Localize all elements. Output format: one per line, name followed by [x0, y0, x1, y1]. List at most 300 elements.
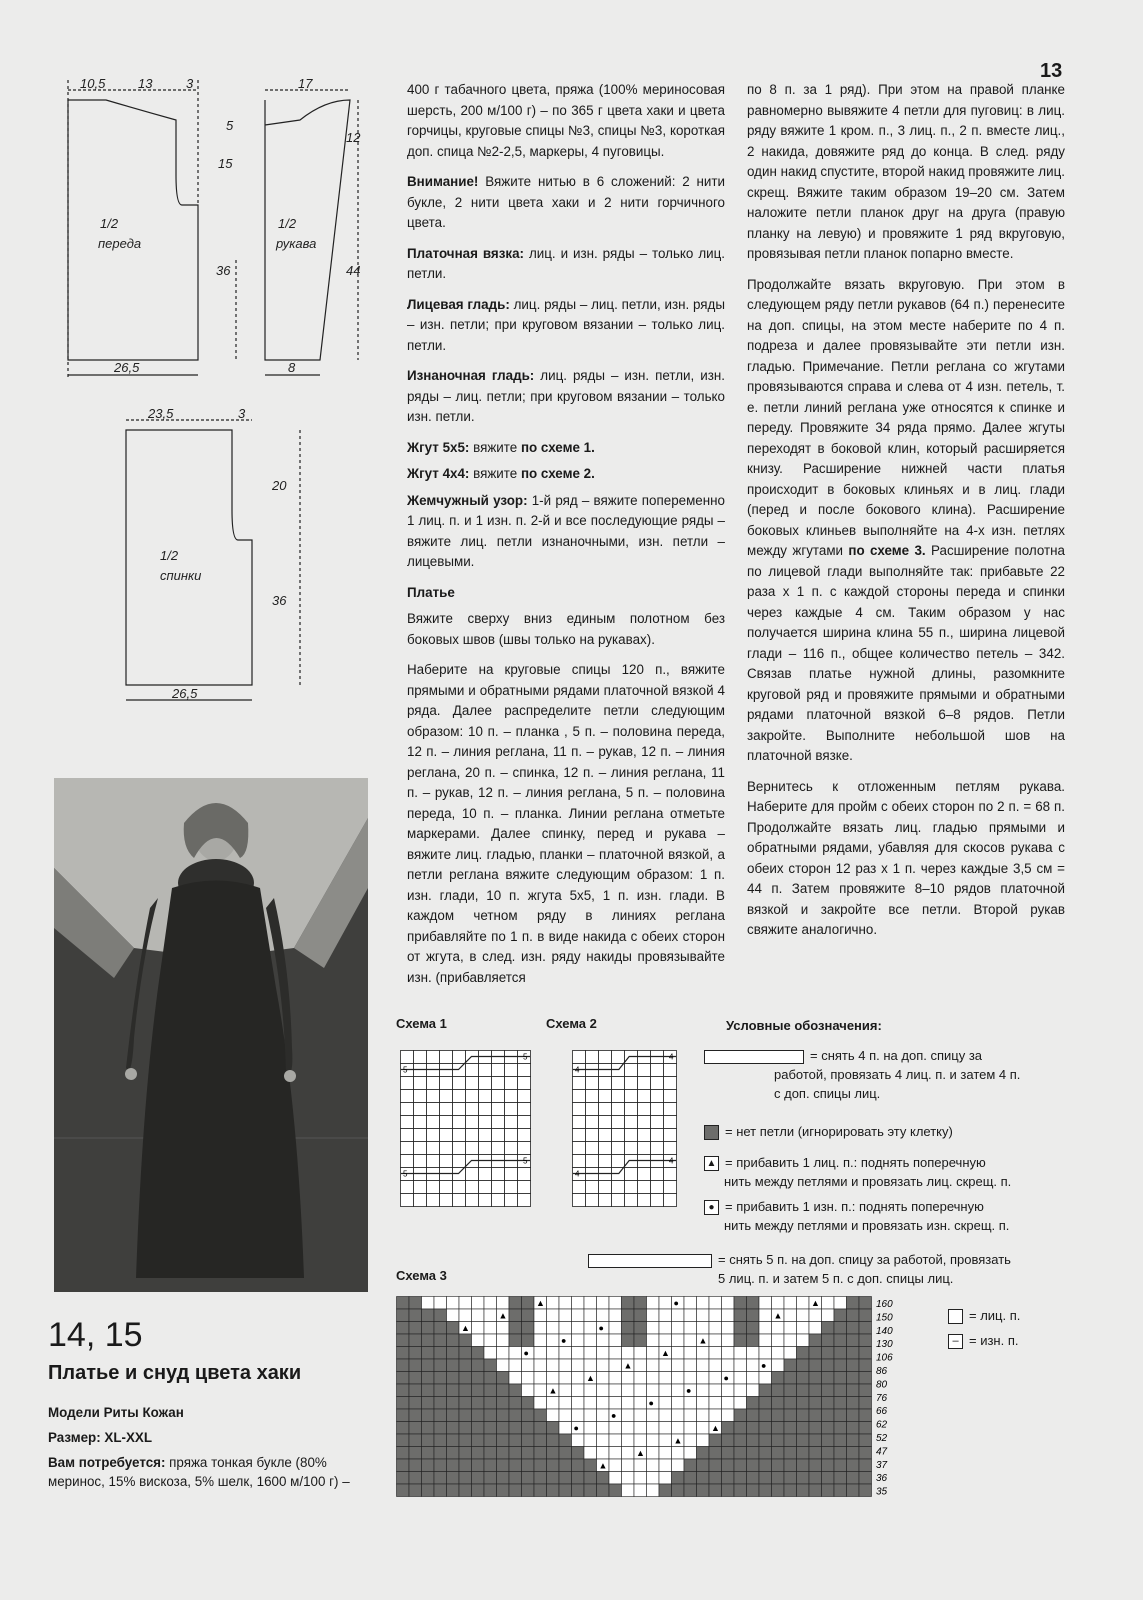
- chart-cell: [684, 1322, 697, 1335]
- nostitch-cell: [509, 1384, 522, 1397]
- nostitch-cell: [447, 1347, 460, 1360]
- chart-cell: [664, 1116, 677, 1129]
- nostitch-cell: [834, 1409, 847, 1422]
- nostitch-cell: [597, 1472, 610, 1485]
- chart-cell: [747, 1372, 760, 1385]
- front-shoulder: 5: [226, 118, 234, 133]
- nostitch-cell: [734, 1309, 747, 1322]
- nostitch-cell: [397, 1359, 410, 1372]
- nostitch-cell: [509, 1309, 522, 1322]
- nostitch-cell: [459, 1347, 472, 1360]
- nostitch-cell: [472, 1484, 485, 1497]
- column-instructions: [747, 80, 1065, 951]
- chart-cell: [573, 1051, 586, 1064]
- back-top-right: 3: [238, 406, 246, 421]
- legend-cable4: [704, 1046, 1084, 1103]
- chart-cell: [599, 1103, 612, 1116]
- nostitch-cell: [722, 1434, 735, 1447]
- chart-cell: [722, 1309, 735, 1322]
- nostitch-cell: [522, 1309, 535, 1322]
- stockinette-label: Лицевая гладь:: [407, 296, 510, 312]
- nostitch-cell: [797, 1409, 810, 1422]
- chart-cell: [466, 1181, 479, 1194]
- chart-cell: [625, 1129, 638, 1142]
- chart-cell: [797, 1334, 810, 1347]
- chart-stitch-mark: ▲: [586, 1373, 595, 1383]
- nostitch-cell: [784, 1409, 797, 1422]
- nostitch-cell: [509, 1459, 522, 1472]
- nostitch-cell: [522, 1447, 535, 1460]
- chart-cell: [734, 1372, 747, 1385]
- chart-cell: [622, 1472, 635, 1485]
- chart-cell: [612, 1103, 625, 1116]
- nostitch-cell: [797, 1347, 810, 1360]
- chart-cell: [697, 1359, 710, 1372]
- chart-cell: [586, 1155, 599, 1168]
- chart-cell: [427, 1181, 440, 1194]
- nostitch-cell: [834, 1359, 847, 1372]
- chart-cell: [414, 1181, 427, 1194]
- schema1-grid: [400, 1050, 536, 1208]
- nostitch-cell: [434, 1359, 447, 1372]
- chart-cell: [572, 1434, 585, 1447]
- nostitch-cell: [509, 1434, 522, 1447]
- chart-cell: [453, 1142, 466, 1155]
- cable55-ref: по схеме 1.: [520, 439, 595, 455]
- chart-cell: [609, 1359, 622, 1372]
- nostitch-cell: [834, 1322, 847, 1335]
- nostitch-cell: [859, 1359, 872, 1372]
- nostitch-cell: [397, 1472, 410, 1485]
- inc-purl-line1: = прибавить 1 изн. п.: поднять поперечную: [725, 1199, 984, 1214]
- chart-cell: [809, 1322, 822, 1335]
- nostitch-cell: [859, 1297, 872, 1310]
- chart-cell: [479, 1090, 492, 1103]
- nostitch-cell: [459, 1359, 472, 1372]
- nostitch-cell: [397, 1447, 410, 1460]
- chart-cell: [697, 1297, 710, 1310]
- chart-cell: [534, 1334, 547, 1347]
- knit-text: = лиц. п.: [969, 1308, 1021, 1323]
- nostitch-cell: [772, 1459, 785, 1472]
- schema1-label: Схема 1: [396, 1016, 447, 1031]
- nostitch-cell: [397, 1384, 410, 1397]
- chart-cell: [634, 1384, 647, 1397]
- chart-cell: [584, 1409, 597, 1422]
- pearl-label: Жемчужный узор:: [407, 492, 528, 508]
- chart-cell: [647, 1459, 660, 1472]
- nostitch-cell: [559, 1484, 572, 1497]
- chart-cell: [472, 1334, 485, 1347]
- nostitch-cell: [747, 1447, 760, 1460]
- chart-cell: [697, 1372, 710, 1385]
- chart-cell: [422, 1297, 435, 1310]
- nostitch-cell: [497, 1434, 510, 1447]
- chart-cell: [709, 1297, 722, 1310]
- chart-cell: [584, 1422, 597, 1435]
- chart-cell: [534, 1384, 547, 1397]
- nostitch-cell: [472, 1384, 485, 1397]
- chart-cell: [612, 1181, 625, 1194]
- chart-cell: [622, 1372, 635, 1385]
- nostitch-cell: [622, 1309, 635, 1322]
- inc-knit-symbol: ▲: [704, 1156, 719, 1171]
- chart-cell: [697, 1384, 710, 1397]
- chart-cell: [518, 1116, 531, 1129]
- model-size: Размер: XL-XXL: [48, 1430, 153, 1445]
- chart-cell: [572, 1347, 585, 1360]
- chart-cell: [651, 1064, 664, 1077]
- nostitch-cell: [522, 1322, 535, 1335]
- chart-cell: [522, 1372, 535, 1385]
- chart-cell: [472, 1309, 485, 1322]
- chart-cell: [772, 1347, 785, 1360]
- back-label2: спинки: [160, 568, 202, 583]
- materials-text: 400 г табачного цвета, пряжа (100% мериносовая шерсть, 200 м/100 г) – по 365 г цвета хаки и цвета горчицы, круговые спицы №3, спицы №3, короткая доп. спица №2-2,5, маркеры, 4 пуговицы.: [407, 82, 725, 159]
- nostitch-cell: [784, 1384, 797, 1397]
- chart-stitch-mark: ●: [673, 1298, 679, 1308]
- chart-cell: [697, 1347, 710, 1360]
- nostitch-cell: [859, 1422, 872, 1435]
- nostitch-cell: [447, 1459, 460, 1472]
- chart-cell: [659, 1334, 672, 1347]
- nostitch-cell: [509, 1322, 522, 1335]
- nostitch-cell: [859, 1309, 872, 1322]
- nostitch-cell: [584, 1472, 597, 1485]
- chart-cell: [612, 1194, 625, 1207]
- chart-cell: [518, 1077, 531, 1090]
- chart-cell: [659, 1422, 672, 1435]
- nostitch-cell: [484, 1397, 497, 1410]
- chart-cell: [747, 1359, 760, 1372]
- chart-cell: [651, 1116, 664, 1129]
- nostitch-cell: [747, 1409, 760, 1422]
- chart-cell: [709, 1372, 722, 1385]
- nostitch-cell: [797, 1459, 810, 1472]
- chart-cell: [684, 1347, 697, 1360]
- chart-cell: [722, 1334, 735, 1347]
- nostitch-cell: [834, 1472, 847, 1485]
- chart-cell: [559, 1347, 572, 1360]
- chart-cell: [547, 1334, 560, 1347]
- chart-cell: [659, 1322, 672, 1335]
- cable4-line1: = снять 4 п. на доп. спицу за: [810, 1048, 983, 1063]
- chart-cell: [634, 1459, 647, 1472]
- chart-cell: [492, 1142, 505, 1155]
- chart-cell: [612, 1116, 625, 1129]
- nostitch-cell: [422, 1422, 435, 1435]
- chart-cell: [453, 1051, 466, 1064]
- chart-stitch-mark: ●: [573, 1423, 579, 1433]
- nostitch-cell: [422, 1434, 435, 1447]
- chart-cell: [559, 1372, 572, 1385]
- nostitch-cell: [497, 1472, 510, 1485]
- cable55-label: Жгут 5х5:: [407, 439, 470, 455]
- front-bottom: 26,5: [114, 360, 140, 375]
- nostitch-cell: [409, 1397, 422, 1410]
- nostitch-cell: [434, 1372, 447, 1385]
- nostitch-symbol: [704, 1125, 719, 1140]
- front-top-right: 3: [186, 76, 194, 91]
- legend-cable5: [588, 1250, 1068, 1288]
- chart-cell: [599, 1077, 612, 1090]
- chart-cell: [784, 1322, 797, 1335]
- nostitch-cell: [747, 1472, 760, 1485]
- nostitch-text: = нет петли (игнорировать эту клетку): [725, 1124, 953, 1139]
- chart-cell: [414, 1142, 427, 1155]
- needs-label: Вам потребуется:: [48, 1455, 166, 1470]
- chart-cell: [647, 1384, 660, 1397]
- nostitch-cell: [534, 1472, 547, 1485]
- row-number: 80: [876, 1379, 888, 1391]
- nostitch-cell: [409, 1484, 422, 1497]
- chart-cell: [672, 1397, 685, 1410]
- chart-cell: [427, 1103, 440, 1116]
- chart-cell: [518, 1103, 531, 1116]
- chart-cell: [414, 1129, 427, 1142]
- nostitch-cell: [434, 1447, 447, 1460]
- chart-cell: [622, 1434, 635, 1447]
- inc-knit-line1: = прибавить 1 лиц. п.: поднять поперечную: [725, 1155, 986, 1170]
- chart-cell: [518, 1064, 531, 1077]
- chart-cell: [466, 1116, 479, 1129]
- chart-cell: [664, 1194, 677, 1207]
- nostitch-cell: [497, 1484, 510, 1497]
- nostitch-cell: [534, 1459, 547, 1472]
- chart-cell: [484, 1309, 497, 1322]
- nostitch-cell: [559, 1459, 572, 1472]
- chart-cell: [434, 1297, 447, 1310]
- chart-cell: [599, 1181, 612, 1194]
- chart-cell: [401, 1194, 414, 1207]
- chart-cell: [609, 1397, 622, 1410]
- cable5-line1: = снять 5 п. на доп. спицу за работой, провязать: [718, 1252, 1011, 1267]
- chart-cell: [559, 1384, 572, 1397]
- chart-cell: [659, 1297, 672, 1310]
- front-neck: 15: [218, 156, 233, 171]
- chart-cell: [586, 1142, 599, 1155]
- chart-cell: [584, 1334, 597, 1347]
- chart-cell: [709, 1334, 722, 1347]
- chart-cell: [440, 1129, 453, 1142]
- chart-cell: [609, 1309, 622, 1322]
- nostitch-cell: [409, 1422, 422, 1435]
- nostitch-cell: [422, 1397, 435, 1410]
- nostitch-cell: [772, 1409, 785, 1422]
- chart-cell: [772, 1334, 785, 1347]
- chart-cell: [734, 1397, 747, 1410]
- chart-cell: [638, 1090, 651, 1103]
- model-number: 14, 15: [48, 1316, 143, 1354]
- chart-cell: [609, 1372, 622, 1385]
- chart-cell: [659, 1359, 672, 1372]
- nostitch-cell: [572, 1459, 585, 1472]
- nostitch-cell: [509, 1472, 522, 1485]
- chart-cell: [453, 1181, 466, 1194]
- chart-cell: [659, 1472, 672, 1485]
- nostitch-cell: [447, 1397, 460, 1410]
- nostitch-cell: [834, 1309, 847, 1322]
- chart-cell: [609, 1447, 622, 1460]
- chart-cell: [401, 1155, 414, 1168]
- nostitch-cell: [522, 1484, 535, 1497]
- front-height: 36: [216, 263, 231, 278]
- nostitch-cell: [834, 1397, 847, 1410]
- nostitch-cell: [409, 1347, 422, 1360]
- chart-cell: [722, 1297, 735, 1310]
- chart-cell: [834, 1297, 847, 1310]
- chart-cell: [479, 1103, 492, 1116]
- chart-cell: [427, 1142, 440, 1155]
- nostitch-cell: [434, 1347, 447, 1360]
- column-materials: [407, 80, 725, 998]
- nostitch-cell: [847, 1334, 860, 1347]
- nostitch-cell: [672, 1484, 685, 1497]
- nostitch-cell: [422, 1322, 435, 1335]
- chart-cell: [599, 1155, 612, 1168]
- chart-cell: [638, 1064, 651, 1077]
- chart-cell: [684, 1334, 697, 1347]
- cable4-line2: работой, провязать 4 лиц. п. и затем 4 п.: [774, 1067, 1021, 1082]
- chart-cell: [479, 1181, 492, 1194]
- nostitch-cell: [772, 1434, 785, 1447]
- nostitch-cell: [584, 1459, 597, 1472]
- chart-cell: [505, 1090, 518, 1103]
- chart-cell: [697, 1422, 710, 1435]
- nostitch-cell: [847, 1384, 860, 1397]
- chart-cell: [572, 1322, 585, 1335]
- nostitch-cell: [784, 1484, 797, 1497]
- chart-cell: [638, 1181, 651, 1194]
- chart-cell: [572, 1334, 585, 1347]
- nostitch-cell: [509, 1447, 522, 1460]
- chart-cell: [759, 1334, 772, 1347]
- chart-cell: [647, 1434, 660, 1447]
- chart-cell: [459, 1309, 472, 1322]
- nostitch-cell: [397, 1397, 410, 1410]
- nostitch-cell: [447, 1409, 460, 1422]
- row-number: 35: [876, 1486, 888, 1498]
- chart-cell: [459, 1297, 472, 1310]
- sleeve-cap: 12: [346, 130, 361, 145]
- chart-cell: [597, 1422, 610, 1435]
- chart-cell: [664, 1103, 677, 1116]
- nostitch-cell: [834, 1334, 847, 1347]
- chart-cell: [672, 1459, 685, 1472]
- pattern-schematics: [40, 70, 380, 740]
- chart-cell: [622, 1484, 635, 1497]
- nostitch-cell: [534, 1422, 547, 1435]
- attention-label: Внимание!: [407, 174, 479, 189]
- chart-cell: [484, 1322, 497, 1335]
- nostitch-cell: [747, 1334, 760, 1347]
- nostitch-cell: [784, 1397, 797, 1410]
- nostitch-cell: [859, 1322, 872, 1335]
- nostitch-cell: [809, 1484, 822, 1497]
- nostitch-cell: [734, 1459, 747, 1472]
- nostitch-cell: [847, 1472, 860, 1485]
- chart-cell: [522, 1359, 535, 1372]
- chart-cell: [466, 1168, 479, 1181]
- cable55-text: вяжите: [473, 439, 518, 455]
- chart-cell: [609, 1434, 622, 1447]
- chart-cell: [427, 1155, 440, 1168]
- legend-purl: [948, 1331, 1018, 1350]
- nostitch-cell: [547, 1422, 560, 1435]
- chart-cell: [584, 1434, 597, 1447]
- chart-cell: [505, 1103, 518, 1116]
- nostitch-cell: [834, 1447, 847, 1460]
- row-number: 160: [876, 1299, 893, 1310]
- chart-cell: [647, 1297, 660, 1310]
- chart-cell: [609, 1334, 622, 1347]
- chart-cell: [772, 1322, 785, 1335]
- cable-mark: 4: [669, 1156, 674, 1166]
- chart-cell: [505, 1181, 518, 1194]
- chart-cell: [647, 1422, 660, 1435]
- chart-cell: [647, 1447, 660, 1460]
- chart-cell: [573, 1103, 586, 1116]
- nostitch-cell: [834, 1384, 847, 1397]
- nostitch-cell: [797, 1384, 810, 1397]
- nostitch-cell: [484, 1422, 497, 1435]
- chart-cell: [784, 1347, 797, 1360]
- chart-cell: [497, 1297, 510, 1310]
- chart-cell: [797, 1309, 810, 1322]
- nostitch-cell: [509, 1422, 522, 1435]
- nostitch-cell: [484, 1384, 497, 1397]
- chart-cell: [584, 1447, 597, 1460]
- chart-cell: [672, 1447, 685, 1460]
- needs-text: пряжа тонкая букле (80% меринос, 15% вискоза, 5% шелк, 1600 м/100 г) –: [48, 1455, 350, 1489]
- chart-cell: [672, 1334, 685, 1347]
- nostitch-cell: [847, 1359, 860, 1372]
- nostitch-cell: [772, 1422, 785, 1435]
- chart-cell: [609, 1347, 622, 1360]
- chart-cell: [734, 1384, 747, 1397]
- row-number: 150: [876, 1312, 893, 1324]
- chart-cell: [497, 1334, 510, 1347]
- chart-cell: [518, 1194, 531, 1207]
- nostitch-cell: [822, 1472, 835, 1485]
- chart-cell: [651, 1077, 664, 1090]
- nostitch-cell: [422, 1347, 435, 1360]
- chart-cell: [453, 1116, 466, 1129]
- nostitch-cell: [747, 1322, 760, 1335]
- col3-p1: по 8 п. за 1 ряд). При этом на правой планке равномерно вывяжите 4 петли для пуговиц: в лиц. ряду вяжите 1 кром. п., 3 лиц. п., 2 п. вместе лиц., 2 накида, довяжите ряд до конца. В след. ряду один накид спустите, второй накид провяжите лиц. скрещ. Вяжите таким образом 19–20 см. Затем наложите петли планок друг на друга (правую планку на левую) и провяжите 1 ряд вкруговую, провязывая петли планок попарно вместе.: [747, 82, 1065, 261]
- nostitch-cell: [834, 1347, 847, 1360]
- chart-cell: [664, 1064, 677, 1077]
- back-top-left: 23,5: [148, 406, 174, 421]
- chart-cell: [427, 1090, 440, 1103]
- col3-p3: Вернитесь к отложенным петлям рукава. Наберите для пройм с обеих сторон по 2 п. = 68 п. Продолжайте вязать лиц. гладью прямыми и обратными рядами, убавляя для скосов рукава с обеих сторон 12 раз х 1 п. через каждые 3,5 см = 44 п. Затем провяжите 8–10 рядов платочной вязкой и закройте все петли. Второй рукав свяжите аналогично.: [747, 778, 1065, 937]
- nostitch-cell: [847, 1347, 860, 1360]
- chart-cell: [497, 1322, 510, 1335]
- chart-cell: [584, 1359, 597, 1372]
- chart-cell: [599, 1142, 612, 1155]
- stockinette-text: лиц. ряды – лиц. петли, изн. ряды – изн. петли; при круговом вязании – только лиц. петли.: [407, 296, 725, 353]
- chart-cell: [427, 1116, 440, 1129]
- chart-stitch-mark: ▲: [498, 1310, 508, 1321]
- chart-cell: [584, 1347, 597, 1360]
- chart-cell: [651, 1168, 664, 1181]
- chart-cell: [559, 1422, 572, 1435]
- chart-cell: [466, 1194, 479, 1207]
- nostitch-cell: [397, 1459, 410, 1472]
- nostitch-cell: [447, 1384, 460, 1397]
- chart-cell: [518, 1142, 531, 1155]
- nostitch-cell: [484, 1447, 497, 1460]
